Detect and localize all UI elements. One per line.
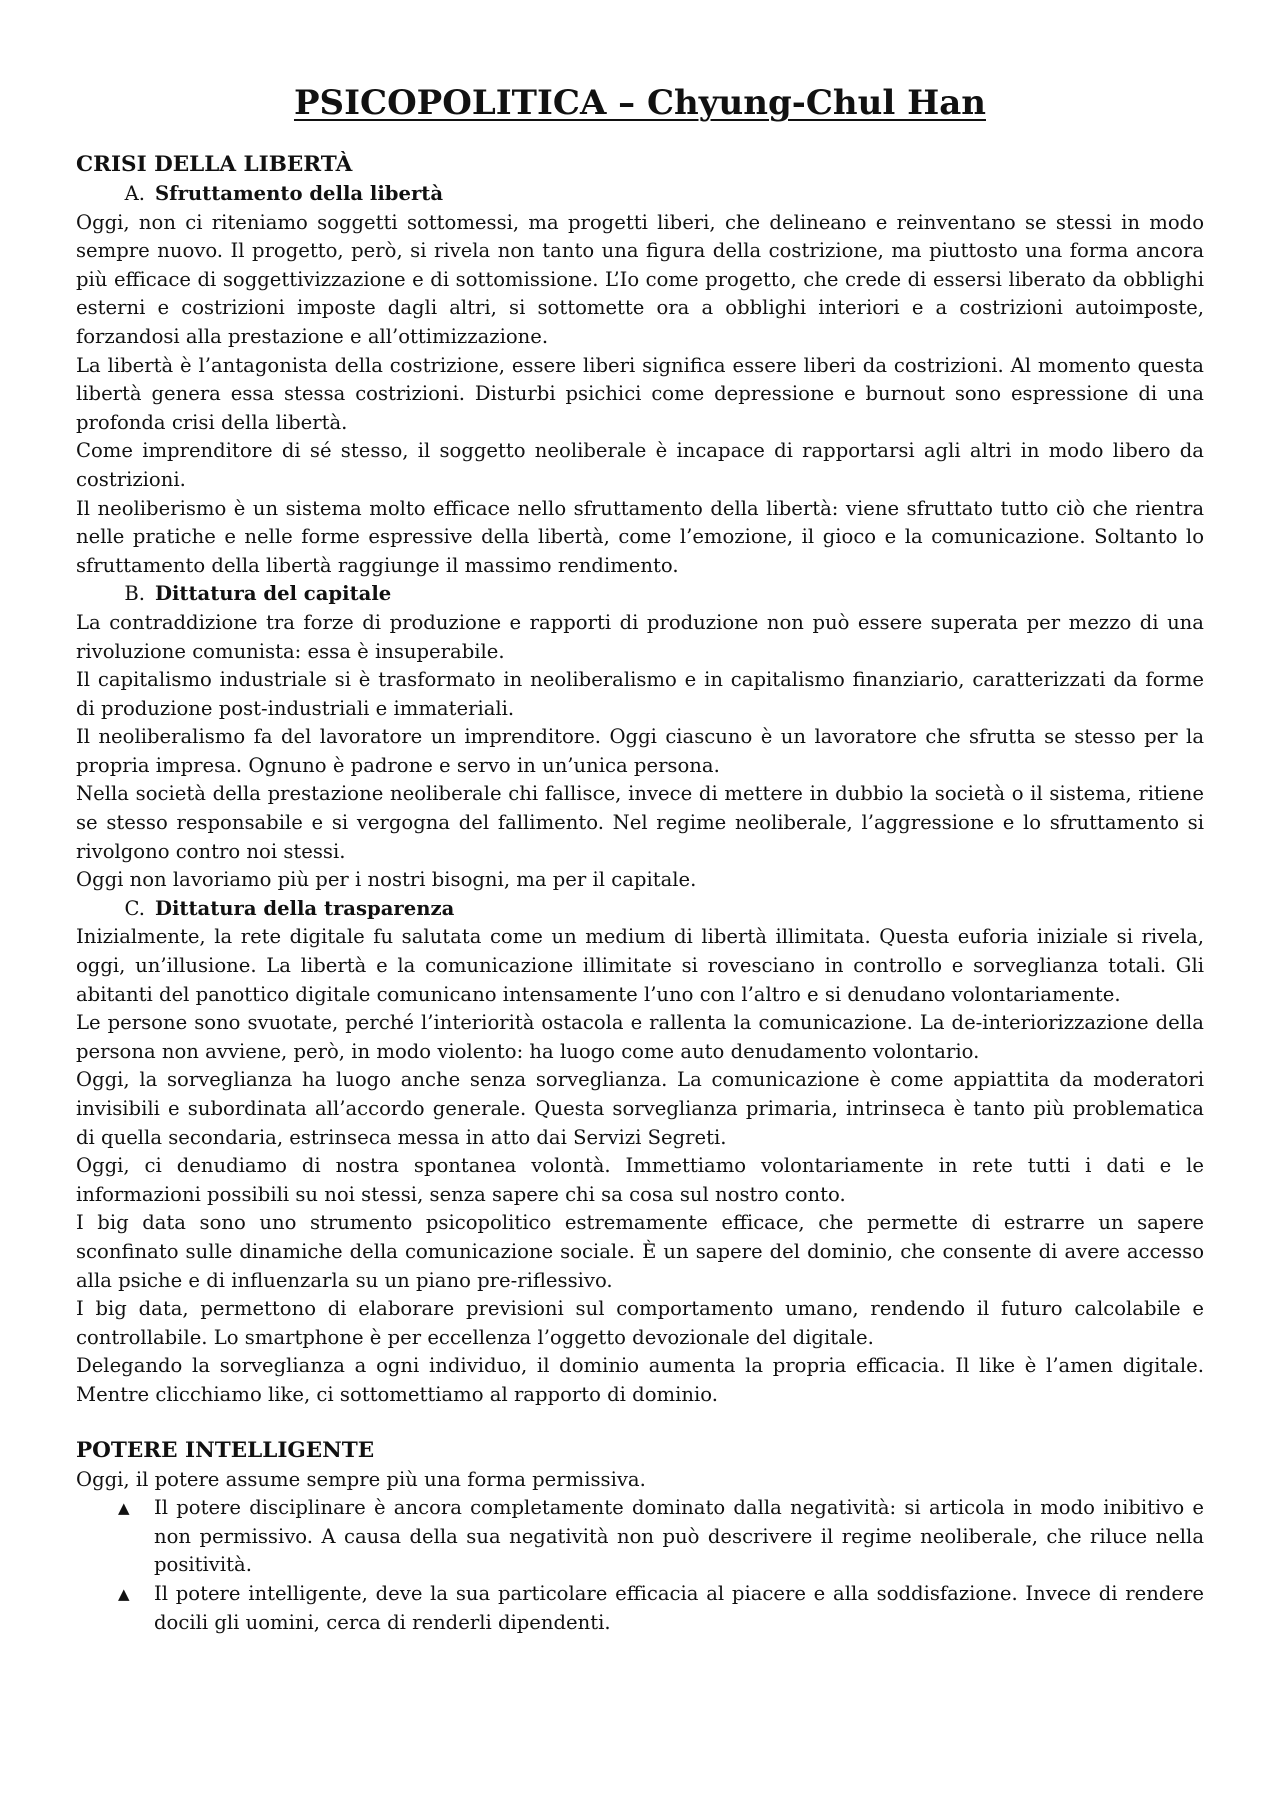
subsection-heading xyxy=(76,180,1204,209)
paragraph: Il neoliberismo è un sistema molto efficace nello sfruttamento della libertà: viene sfruttato tutto ciò che rientra nelle pratiche e nelle forme espressive della libertà, come l’emozione, il gioco e la comunicazione. Soltanto lo sfruttamento della libertà raggiunge il massimo rendimento. xyxy=(76,496,1204,577)
document-title: PSICOPOLITICA – Chyung-Chul Han xyxy=(293,83,986,123)
section-crisi-della-liberta xyxy=(76,150,1204,1410)
paragraph: Le persone sono svuotate, perché l’interiorità ostacola e rallenta la comunicazione. La de-interiorizzazione della persona non avviene, però, in modo violento: ha luogo come auto denudamento volontario. xyxy=(76,1011,1204,1063)
paragraph: La libertà è l’antagonista della costrizione, essere liberi significa essere liberi da costrizioni. Al momento questa libertà genera essa stessa costrizioni. Disturbi psichici come depressione e burnout sono espressione di una profonda crisi della libertà. xyxy=(76,353,1204,434)
subsection-letter: A. xyxy=(124,182,145,205)
subsection-title: Sfruttamento della libertà xyxy=(155,182,444,205)
section-title: CRISI DELLA LIBERTÀ xyxy=(76,152,353,177)
paragraph: Il neoliberalismo fa del lavoratore un imprenditore. Oggi ciascuno è un lavoratore che sfrutta se stesso per la propria impresa. Ognuno è padrone e servo in un’unica persona. xyxy=(76,725,1204,777)
list-item xyxy=(76,1494,1204,1580)
triangle-bullet-icon: ▲ xyxy=(118,1499,130,1518)
bullet-list xyxy=(76,1494,1204,1637)
subsection-letter: B. xyxy=(124,582,145,606)
subsection-title: Dittatura della trasparenza xyxy=(155,896,455,920)
section-title: POTERE INTELLIGENTE xyxy=(76,1437,375,1463)
subsection-b xyxy=(76,580,1204,895)
subsection-c xyxy=(76,895,1204,1410)
paragraph: La contraddizione tra forze di produzione e rapporti di produzione non può essere superata per mezzo di una rivoluzione comunista: essa è insuperabile. xyxy=(76,610,1204,663)
intro-paragraph: Oggi, il potere assume sempre più una forma permissiva. xyxy=(76,1467,646,1491)
paragraph: Oggi, ci denudiamo di nostra spontanea volontà. Immettiamo volontariamente in rete tutti i dati e le informazioni possibili su noi stessi, senza sapere chi sa cosa sul nostro conto. xyxy=(76,1154,1204,1206)
subsection-heading xyxy=(76,580,1204,609)
paragraph: I big data, permettono di elaborare previsioni sul comportamento umano, rendendo il futuro calcolabile e controllabile. Lo smartphone è per eccellenza l’oggetto devozionale del digitale. xyxy=(76,1297,1204,1349)
document-page xyxy=(76,70,1204,1637)
subsection-heading xyxy=(76,895,1204,924)
paragraph: Come imprenditore di sé stesso, il soggetto neoliberale è incapace di rapportarsi agli altri in modo libero da costrizioni. xyxy=(76,439,1204,491)
list-item xyxy=(76,1580,1204,1637)
paragraph: Delegando la sorveglianza a ogni individuo, il dominio aumenta la propria efficacia. Il like è l’amen digitale. Mentre clicchiamo like, ci sottomettiamo al rapporto di dominio. xyxy=(76,1354,1204,1406)
paragraph: Oggi non lavoriamo più per i nostri bisogni, ma per il capitale. xyxy=(76,868,697,892)
triangle-bullet-icon: ▲ xyxy=(118,1584,130,1603)
subsection-title: Dittatura del capitale xyxy=(155,582,392,606)
paragraph: I big data sono uno strumento psicopolitico estremamente efficace, che permette di estrarre un sapere sconfinato sulle dinamiche della comunicazione sociale. È un sapere del dominio, che consente di avere accesso alla psiche e di influenzarla su un piano pre-riflessivo. xyxy=(76,1211,1204,1292)
section-potere-intelligente xyxy=(76,1436,1204,1638)
list-item-text: Il potere intelligente, deve la sua particolare efficacia al piacere e alla soddisfazione. Invece di rendere docili gli uomini, cerca di renderli dipendenti. xyxy=(154,1581,1204,1634)
paragraph: Oggi, non ci riteniamo soggetti sottomessi, ma progetti liberi, che delineano e reinventano se stessi in modo sempre nuovo. Il progetto, però, si rivela non tanto una figura della costrizione, ma piuttosto una forma ancora più efficace di soggettivizzazione e di sottomissione. L’Io come progetto, che crede di essersi liberato da obblighi esterni e costrizioni imposte dagli altri, si sottomette ora a obblighi interiori e a costrizioni autoimposte, forzandosi alla prestazione e all’ottimizzazione. xyxy=(76,210,1204,348)
paragraph: Inizialmente, la rete digitale fu salutata come un medium di libertà illimitata. Questa euforia iniziale si rivela, oggi, un’illusione. La libertà e la comunicazione illimitate si rovesciano in controllo e sorveglianza totali. Gli abitanti del panottico digitale comunicano intensamente l’uno con l’altro e si denudano volontariamente. xyxy=(76,925,1204,1006)
paragraph: Il capitalismo industriale si è trasformato in neoliberalismo e in capitalismo finanziario, caratterizzati da forme di produzione post-industriali e immateriali. xyxy=(76,668,1204,720)
list-item-text: Il potere disciplinare è ancora completamente dominato dalla negatività: si articola in modo inibitivo e non permissivo. A causa della sua negatività non può descrivere il regime neoliberale, che riluce nella positività. xyxy=(154,1496,1204,1577)
subsection-letter: C. xyxy=(124,896,145,920)
paragraph: Nella società della prestazione neoliberale chi fallisce, invece di mettere in dubbio la società o il sistema, ritiene se stesso responsabile e si vergogna del fallimento. Nel regime neoliberale, l’aggressione e lo sfruttamento si rivolgono contro noi stessi. xyxy=(76,782,1204,863)
paragraph: Oggi, la sorveglianza ha luogo anche senza sorveglianza. La comunicazione è come appiattita da moderatori invisibili e subordinata all’accordo generale. Questa sorveglianza primaria, intrinseca è tanto più problematica di quella secondaria, estrinseca messa in atto dai Servizi Segreti. xyxy=(76,1068,1204,1149)
subsection-a xyxy=(76,180,1204,580)
